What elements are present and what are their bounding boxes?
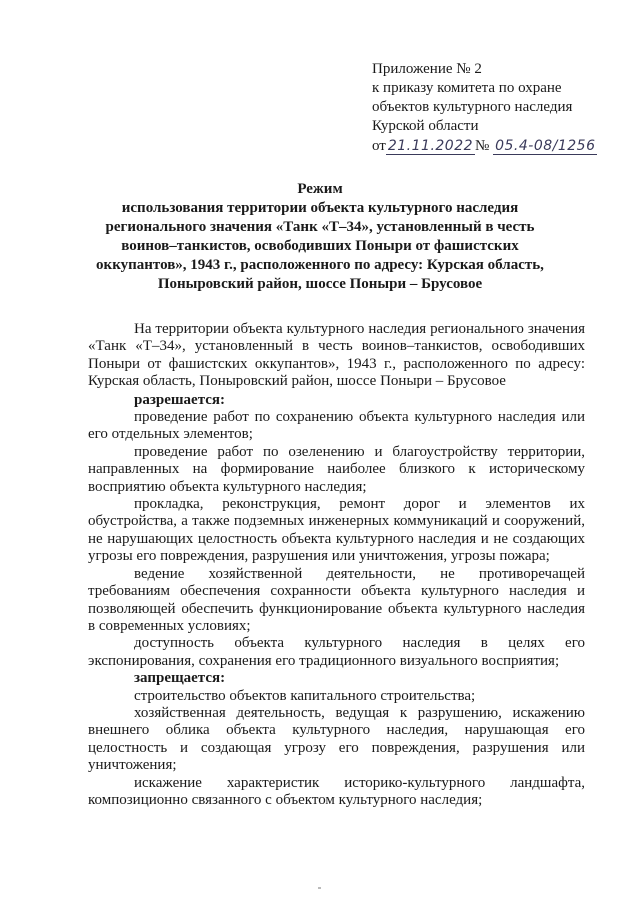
title-line-5: оккупантов», 1943 г., расположенного по адресу: Курская область, <box>96 257 544 273</box>
allowed-item: проведение работ по озеленению и благоустройству территории, направленных на формирование наиболее близкого к историческому восприятию объекта культурного наследия; <box>88 443 585 495</box>
document-title <box>90 180 550 294</box>
allowed-heading: разрешается: <box>134 391 226 408</box>
allowed-item: доступность объекта культурного наследия в целях его экспонирования, сохранения его традиционного визуального восприятия; <box>88 635 585 669</box>
number-sign: № <box>475 138 490 154</box>
appendix-committee: объектов культурного наследия <box>372 99 573 115</box>
handwritten-number: 05.4-08/1256 <box>495 138 596 154</box>
title-line-4: воинов–танкистов, освободивших Поныри от фашистских <box>121 238 519 254</box>
appendix-header <box>372 60 632 156</box>
appendix-region: Курской области <box>372 118 479 134</box>
intro-paragraph: На территории объекта культурного наследия регионального значения «Танк «Т–34», установленный в честь воинов–танкистов, освободивших Поныри от фашистских оккупантов», 1943 г., расположенного по адресу: Курская область, Поныровский район, шоссе Поныри – Брусовое <box>88 321 585 390</box>
title-line-1: Режим <box>297 181 343 197</box>
title-line-3: регионального значения «Танк «Т–34», установленный в честь <box>105 219 535 235</box>
forbidden-item: строительство объектов капитального строительства; <box>134 687 476 704</box>
allowed-item: проведение работ по сохранению объекта культурного наследия или его отдельных элементов; <box>88 409 585 443</box>
handwritten-date: 21.11.2022 <box>387 138 474 154</box>
appendix-order-ref: к приказу комитета по охране <box>372 80 562 96</box>
allowed-item: ведение хозяйственной деятельности, не противоречащей требованиям обеспечения сохранности объекта культурного наследия и позволяющей обеспечить функционирование объекта культурного наследия в современных условиях; <box>88 565 585 634</box>
allowed-item: прокладка, реконструкция, ремонт дорог и элементов их обустройства, а также подземных инженерных коммуникаций и сооружений, не нарушающих целостность объекта культурного наследия и не создающих угрозы его повреждения, разрушения или уничтожения, угрозы пожара; <box>88 496 585 565</box>
forbidden-item: искажение характеристик историко-культурного ландшафта, композиционно связанного с объектом культурного наследия; <box>88 774 585 808</box>
scan-speck <box>318 887 321 889</box>
date-prefix: от <box>372 138 386 154</box>
appendix-number: Приложение № 2 <box>372 61 482 77</box>
title-line-2: использования территории объекта культурного наследия <box>121 200 519 216</box>
appendix-date-line <box>372 137 632 156</box>
forbidden-heading: запрещается: <box>134 670 226 687</box>
forbidden-item: хозяйственная деятельность, ведущая к разрушению, искажению внешнего облика объекта культурного наследия, нарушающая его целостность и создающая угрозу его повреждения, разрушения или уничтожения; <box>88 704 585 774</box>
document-body <box>88 321 585 809</box>
title-line-6: Поныровский район, шоссе Поныри – Брусовое <box>157 276 483 292</box>
